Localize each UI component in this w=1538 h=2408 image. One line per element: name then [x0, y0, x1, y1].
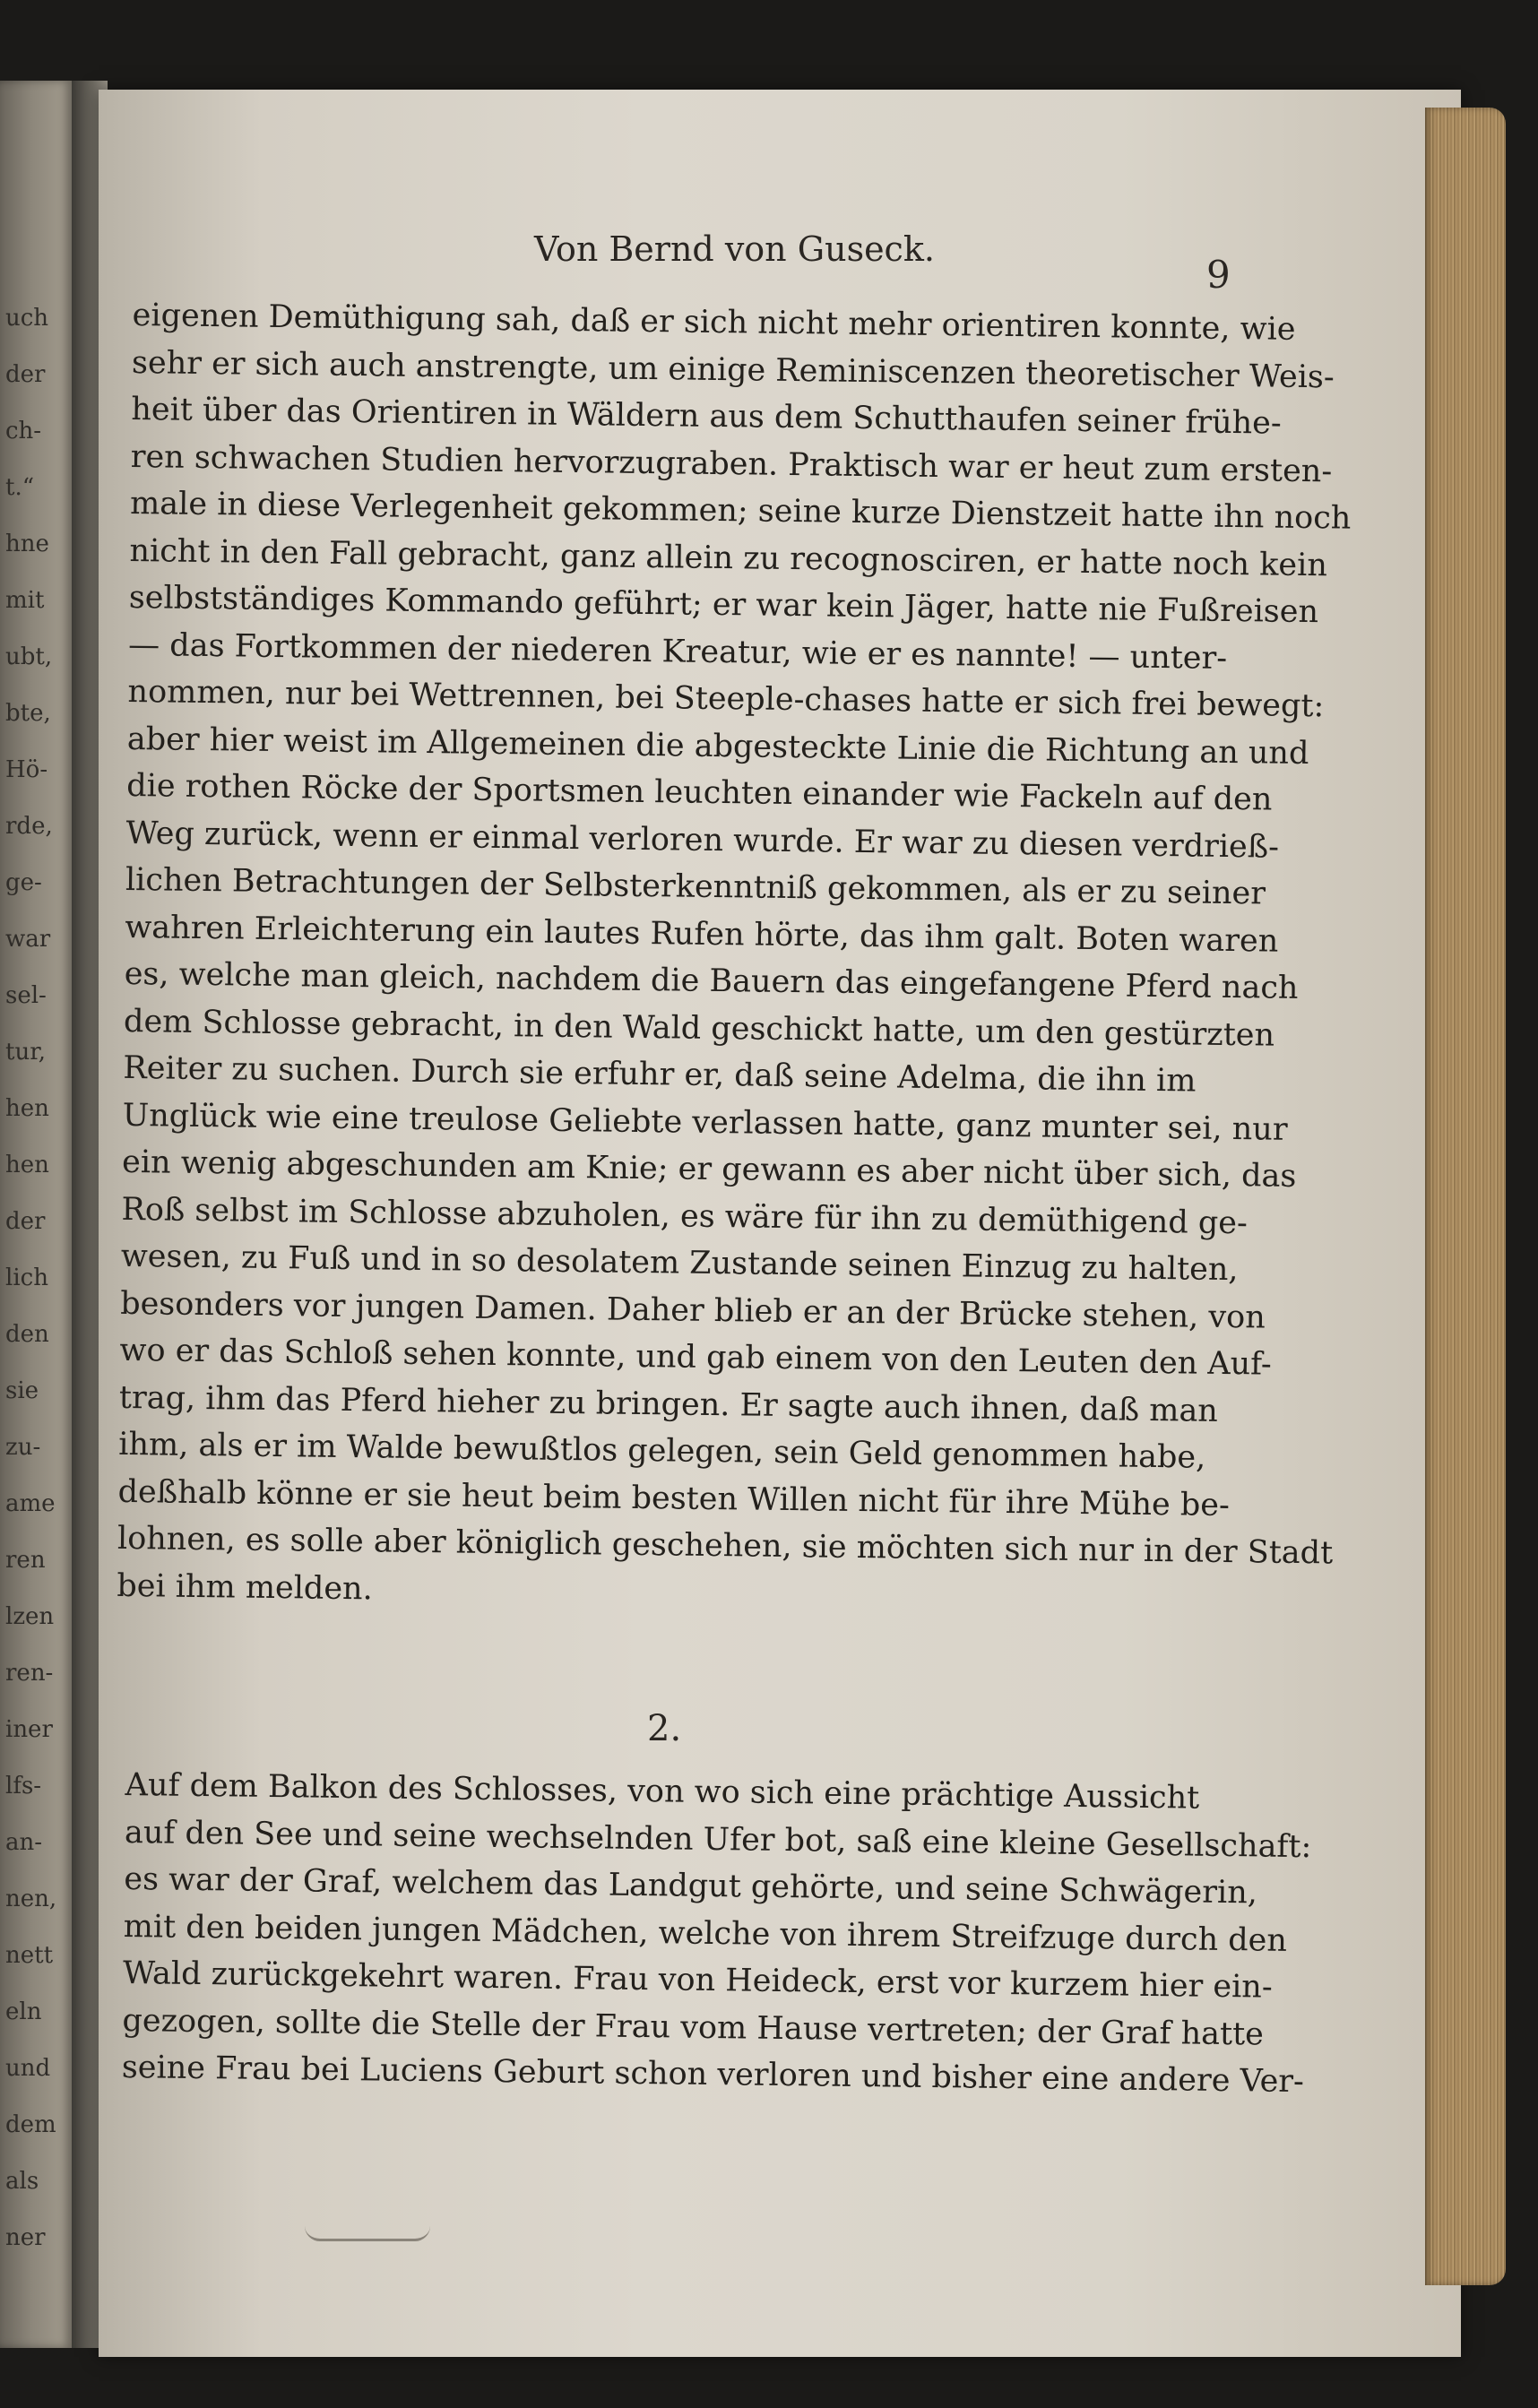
left-page-fragment: lfs-: [5, 1773, 42, 1800]
left-page-fragment: lich: [5, 1264, 48, 1291]
left-page-fragment: eln: [5, 1998, 42, 2025]
text-line: selbstständiges Kommando geführt; er war kein Jäger, hatte nie Fußreisen: [128, 579, 1319, 631]
text-line: eigenen Demüthigung sah, daß er sich nicht mehr orientiren konnte, wie: [132, 297, 1296, 348]
text-line: auf den See und seine wechselnden Ufer bot, saß eine kleine Gesellschaft:: [124, 1814, 1312, 1865]
text-line: ren schwachen Studien hervorzugraben. Praktisch war er heut zum ersten-: [130, 438, 1333, 489]
text-line: seine Frau bei Luciens Geburt schon verloren und bisher eine andere Ver-: [121, 2049, 1305, 2101]
left-page-fragment: der: [5, 361, 46, 388]
left-page-fragment: ren-: [5, 1660, 54, 1687]
left-page-fragment: ren: [5, 1547, 46, 1574]
text-line: die rothen Röcke der Sportsmen leuchten einander wie Fackeln auf den: [126, 767, 1273, 818]
text-line: es, welche man gleich, nachdem die Bauern das eingefangene Pferd nach: [124, 955, 1299, 1006]
text-line: bei ihm melden.: [117, 1567, 373, 1607]
text-line: es war der Graf, welchem das Landgut gehörte, und seine Schwägerin,: [124, 1860, 1258, 1912]
page-number: 9: [1206, 253, 1231, 297]
previous-page-strip: [0, 81, 72, 2348]
paragraph-1: [117, 292, 1352, 1623]
text-line: dem Schlosse gebracht, in den Wald geschickt hatte, um den gestürzten: [123, 1003, 1275, 1054]
left-page-fragment: hen: [5, 1095, 49, 1122]
text-line: mit den beiden jungen Mädchen, welche von ihrem Streifzuge durch den: [123, 1908, 1288, 1959]
left-page-fragment: uch: [5, 305, 49, 332]
text-line: ihm, als er im Walde bewußtlos gelegen, sein Geld genommen habe,: [118, 1426, 1206, 1476]
left-page-fragment: t.“: [5, 474, 35, 501]
text-line: lichen Betrachtungen der Selbsterkenntniß gekommen, als er zu seiner: [125, 861, 1266, 912]
text-line: nommen, nur bei Wettrennen, bei Steeple-chases hatte er sich frei bewegt:: [127, 673, 1325, 725]
text-line: wahren Erleichterung ein lautes Rufen hörte, das ihm galt. Boten waren: [125, 909, 1279, 960]
left-page-fragment: mit: [5, 587, 45, 614]
text-line: nicht in den Fall gebracht, ganz allein zu recognosciren, er hatte noch kein: [129, 532, 1328, 583]
left-page-fragment: lzen: [5, 1603, 55, 1630]
left-page-fragment: hne: [5, 531, 49, 557]
left-page-fragment: nett: [5, 1942, 54, 1969]
left-page-fragment: rde,: [5, 813, 53, 840]
text-line: Wald zurückgekehrt waren. Frau von Heideck, erst vor kurzem hier ein-: [122, 1955, 1273, 2006]
text-line: wesen, zu Fuß und in so desolatem Zustande seinen Einzug zu halten,: [120, 1238, 1239, 1289]
text-line: heit über das Orientiren in Wäldern aus dem Schutthaufen seiner frühe-: [131, 391, 1282, 442]
text-line: ein wenig abgeschunden am Knie; er gewann es aber nicht über sich, das: [121, 1144, 1297, 1195]
text-line: Auf dem Balkon des Schlosses, von wo sich eine prächtige Aussicht: [125, 1766, 1200, 1817]
text-line: besonders vor jungen Damen. Daher blieb er an der Brücke stehen, von: [119, 1285, 1266, 1336]
left-page-fragment: Hö-: [5, 756, 48, 783]
text-line: deßhalb könne er sie heut beim besten Willen nicht für ihre Mühe be-: [117, 1473, 1231, 1523]
text-line: Reiter zu suchen. Durch sie erfuhr er, daß seine Adelma, die ihn im: [123, 1049, 1197, 1100]
text-line: wo er das Schloß sehen konnte, und gab einem von den Leuten den Auf-: [119, 1332, 1272, 1383]
text-line: gezogen, sollte die Stelle der Frau vom Hause vertreten; der Graf hatte: [122, 2002, 1265, 2053]
text-line: aber hier weist im Allgemeinen die abgesteckte Linie die Richtung an und: [126, 721, 1309, 772]
left-page-fragment: und: [5, 2055, 51, 2082]
text-line: Unglück wie eine treulose Geliebte verlassen hatte, ganz munter sei, nur: [122, 1097, 1288, 1148]
left-page-fragment: ame: [5, 1490, 56, 1517]
left-page-fragment: nen,: [5, 1886, 57, 1912]
text-line: — das Fortkommen der niederen Kreatur, wie er es nannte! — unter-: [127, 626, 1228, 677]
left-page-fragment: den: [5, 1321, 49, 1348]
text-line: sehr er sich auch anstrengte, um einige Reminiscenzen theoretischer Weis-: [131, 344, 1335, 395]
left-page-fragment: ubt,: [5, 643, 53, 670]
text-line: trag, ihm das Pferd hieher zu bringen. Er sagte auch ihnen, daß man: [118, 1379, 1219, 1429]
left-page-fragment: ch-: [5, 418, 42, 444]
left-page-fragment: tur,: [5, 1039, 47, 1066]
left-page-fragment: sel-: [5, 982, 47, 1009]
left-page-fragment: an-: [5, 1829, 43, 1856]
running-head: Von Bernd von Guseck.: [534, 229, 935, 269]
left-page-fragment: als: [5, 2168, 39, 2195]
text-line: Roß selbst im Schlosse abzuholen, es wäre für ihn zu demüthigend ge-: [121, 1191, 1249, 1241]
section-number: 2.: [647, 1708, 682, 1749]
left-page-fragment: war: [5, 926, 51, 953]
text-line: lohnen, es solle aber königlich geschehen, sie möchten sich nur in der Stadt: [117, 1520, 1334, 1572]
text-line: Weg zurück, wenn er einmal verloren wurde. Er war zu diesen verdrieß-: [125, 815, 1280, 866]
text-line: male in diese Verlegenheit gekommen; seine kurze Dienstzeit hatte ihn noch: [129, 485, 1352, 537]
left-page-fragment: iner: [5, 1716, 53, 1743]
left-page-fragment: bte,: [5, 700, 51, 727]
left-page-fragment: ner: [5, 2224, 46, 2251]
left-page-fragment: der: [5, 1208, 46, 1235]
left-page-fragment: hen: [5, 1152, 49, 1178]
left-page-fragment: sie: [5, 1377, 39, 1404]
left-page-fragment: zu-: [5, 1434, 41, 1461]
paper-mark: [305, 2226, 430, 2241]
paragraph-2: [121, 1762, 1312, 2104]
left-page-fragment: dem: [5, 2111, 56, 2138]
left-page-fragment: ge-: [5, 869, 42, 896]
page-edges: [1425, 108, 1506, 2285]
